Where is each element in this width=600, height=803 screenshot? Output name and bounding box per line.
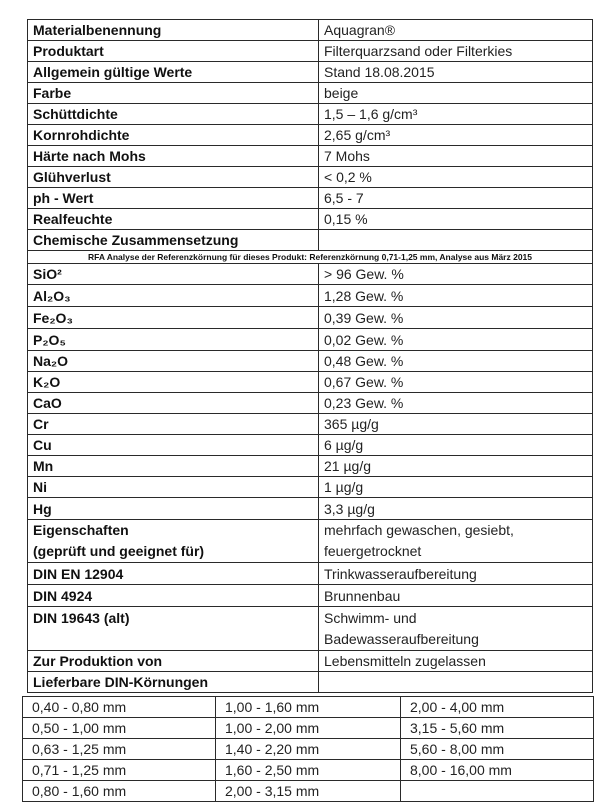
table-row xyxy=(28,672,593,693)
element-label: SiO² xyxy=(28,264,319,285)
element-label: P₂O₅ xyxy=(28,329,319,351)
element-label: Ni xyxy=(28,477,319,498)
property-label: Schüttdichte xyxy=(28,104,319,125)
table-row xyxy=(28,307,593,329)
properties-value-line1: mehrfach gewaschen, gesiebt, xyxy=(324,522,514,538)
grades-table xyxy=(22,696,594,802)
production-value: Lebensmitteln zugelassen xyxy=(319,651,593,672)
standard-label: DIN 19643 (alt) xyxy=(28,607,319,651)
element-value: 0,67 Gew. % xyxy=(319,372,593,393)
element-label: Fe₂O₃ xyxy=(28,307,319,329)
table-row xyxy=(28,414,593,435)
table-row xyxy=(23,781,594,802)
property-value: 2,65 g/cm³ xyxy=(319,125,593,146)
grade-cell: 1,00 - 2,00 mm xyxy=(216,718,401,739)
property-value: Filterquarzsand oder Filterkies xyxy=(319,41,593,62)
grade-cell: 5,60 - 8,00 mm xyxy=(401,739,594,760)
property-label: Farbe xyxy=(28,83,319,104)
grade-cell xyxy=(401,781,594,802)
table-row xyxy=(28,41,593,62)
element-value: 0,02 Gew. % xyxy=(319,329,593,351)
grade-cell: 8,00 - 16,00 mm xyxy=(401,760,594,781)
table-row xyxy=(28,167,593,188)
element-value: 3,3 µg/g xyxy=(319,498,593,520)
property-label: ph - Wert xyxy=(28,188,319,209)
properties-value xyxy=(319,520,593,563)
grade-cell: 0,71 - 1,25 mm xyxy=(23,760,216,781)
property-value: beige xyxy=(319,83,593,104)
table-row xyxy=(23,697,594,718)
property-value: 0,15 % xyxy=(319,209,593,230)
standard-value: Brunnenbau xyxy=(319,585,593,607)
element-value: 21 µg/g xyxy=(319,456,593,477)
element-label: Al₂O₃ xyxy=(28,285,319,307)
table-row xyxy=(28,146,593,167)
element-value: 1,28 Gew. % xyxy=(319,285,593,307)
table-row xyxy=(28,585,593,607)
properties-label-line2: (geprüft und geeignet für) xyxy=(33,543,205,559)
standard-label: DIN 4924 xyxy=(28,585,319,607)
element-value: 0,48 Gew. % xyxy=(319,351,593,372)
table-row xyxy=(23,739,594,760)
element-value: 1 µg/g xyxy=(319,477,593,498)
properties-label xyxy=(28,520,319,563)
table-row xyxy=(28,285,593,307)
element-value: > 96 Gew. % xyxy=(319,264,593,285)
property-label: Kornrohdichte xyxy=(28,125,319,146)
chemical-heading: Chemische Zusammensetzung xyxy=(28,230,319,251)
table-row xyxy=(23,718,594,739)
table-row xyxy=(28,104,593,125)
table-row xyxy=(28,251,593,264)
element-value: 365 µg/g xyxy=(319,414,593,435)
element-value: 6 µg/g xyxy=(319,435,593,456)
standard-value xyxy=(319,607,593,651)
table-row xyxy=(28,83,593,104)
table-row xyxy=(28,435,593,456)
grade-cell: 0,63 - 1,25 mm xyxy=(23,739,216,760)
grade-cell: 2,00 - 4,00 mm xyxy=(401,697,594,718)
grade-cell: 1,60 - 2,50 mm xyxy=(216,760,401,781)
table-row xyxy=(28,230,593,251)
table-row xyxy=(28,125,593,146)
property-label: Härte nach Mohs xyxy=(28,146,319,167)
property-value: 6,5 - 7 xyxy=(319,188,593,209)
grade-cell: 0,50 - 1,00 mm xyxy=(23,718,216,739)
property-label: Produktart xyxy=(28,41,319,62)
standard-value-line2: Badewasseraufbereitung xyxy=(324,630,479,647)
element-label: K₂O xyxy=(28,372,319,393)
element-label: CaO xyxy=(28,393,319,414)
table-row xyxy=(28,20,593,41)
table-row xyxy=(28,209,593,230)
properties-label-line1: Eigenschaften xyxy=(33,522,129,538)
grade-cell: 2,00 - 3,15 mm xyxy=(216,781,401,802)
table-row xyxy=(28,477,593,498)
table-row xyxy=(28,188,593,209)
grade-cell: 1,00 - 1,60 mm xyxy=(216,697,401,718)
property-value: Stand 18.08.2015 xyxy=(319,62,593,83)
table-row xyxy=(28,264,593,285)
grade-cell: 0,80 - 1,60 mm xyxy=(23,781,216,802)
table-row xyxy=(28,651,593,672)
property-value: 1,5 – 1,6 g/cm³ xyxy=(319,104,593,125)
table-row xyxy=(28,456,593,477)
grade-cell: 0,40 - 0,80 mm xyxy=(23,697,216,718)
table-row xyxy=(28,520,593,563)
production-label: Zur Produktion von xyxy=(28,651,319,672)
standard-value: Trinkwasseraufbereitung xyxy=(319,563,593,585)
table-row xyxy=(28,498,593,520)
table-row xyxy=(28,372,593,393)
grade-cell: 3,15 - 5,60 mm xyxy=(401,718,594,739)
table-row xyxy=(28,62,593,83)
table-row xyxy=(28,351,593,372)
analysis-note: RFA Analyse der Referenzkörnung für dieses Produkt: Referenzkörnung 0,71-1,25 mm, Analyse aus März 2015 xyxy=(28,251,593,264)
property-label: Materialbenennung xyxy=(28,20,319,41)
property-label: Realfeuchte xyxy=(28,209,319,230)
property-value: 7 Mohs xyxy=(319,146,593,167)
element-label: Na₂O xyxy=(28,351,319,372)
table-row xyxy=(28,563,593,585)
element-label: Hg xyxy=(28,498,319,520)
property-value: < 0,2 % xyxy=(319,167,593,188)
empty-cell xyxy=(319,230,593,251)
grade-cell: 1,40 - 2,20 mm xyxy=(216,739,401,760)
standard-value-line1: Schwimm- und xyxy=(324,609,417,626)
properties-value-line2: feuergetrocknet xyxy=(324,543,422,559)
spec-table xyxy=(27,19,593,693)
element-value: 0,23 Gew. % xyxy=(319,393,593,414)
grades-heading: Lieferbare DIN-Körnungen xyxy=(28,672,319,693)
property-label: Allgemein gültige Werte xyxy=(28,62,319,83)
table-row xyxy=(28,393,593,414)
empty-cell xyxy=(319,672,593,693)
element-label: Cu xyxy=(28,435,319,456)
element-value: 0,39 Gew. % xyxy=(319,307,593,329)
table-row xyxy=(23,760,594,781)
element-label: Cr xyxy=(28,414,319,435)
table-row xyxy=(28,329,593,351)
table-row xyxy=(28,607,593,651)
standard-label: DIN EN 12904 xyxy=(28,563,319,585)
element-label: Mn xyxy=(28,456,319,477)
property-value: Aquagran® xyxy=(319,20,593,41)
property-label: Glühverlust xyxy=(28,167,319,188)
